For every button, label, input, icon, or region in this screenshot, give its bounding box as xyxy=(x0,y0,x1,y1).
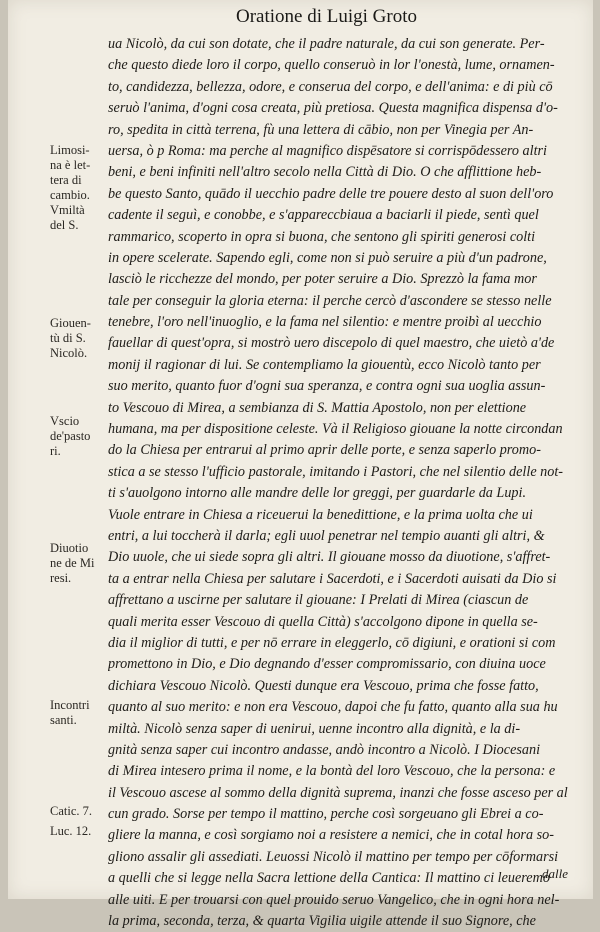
text-line: fauellar di quest'opra, si mostrò uero discepolo di quel maestro, che uietò a'de xyxy=(108,335,555,352)
margin-note xyxy=(50,804,108,819)
margin-note-line: Luc. 12. xyxy=(50,824,92,838)
text-line: miltà. Nicolò senza saper di uenirui, uenne incontro alla dignità, e la di- xyxy=(108,720,521,737)
text-line: to Vescouo di Mirea, a sembianza di S. Mattia Apostolo, non per elettione xyxy=(108,399,527,416)
text-line: cun grado. Sorse per tempo il mattino, perche così sorgeuano gli Ebrei a co- xyxy=(108,806,544,823)
margin-note-line: Catic. 7. xyxy=(50,804,93,818)
margin-note-line: resi. xyxy=(50,571,72,585)
margin-note xyxy=(50,203,108,233)
text-line: seruò l'anima, d'ogni cosa creata, più pretiosa. Questa magnifica dispensa d'o- xyxy=(108,100,558,117)
margin-note-line: Vmiltà xyxy=(50,203,85,217)
text-line: gnità senza saper cui incontro andasse, andò incontro a Nicolò. I Diocesani xyxy=(108,741,541,758)
text-line: uersa, ò p Roma: ma perche al magnifico dispēsatore si corrispōdessero altri xyxy=(108,142,547,159)
text-line: ti s'auolgono intorno alle mandre delle lor greggi, per guardarle da Lupi. xyxy=(108,485,527,502)
margin-note xyxy=(50,698,108,728)
running-header: Oratione di Luigi Groto xyxy=(236,6,417,27)
text-line: monij il ragionar di lui. Se contempliamo la giouentù, ecco Nicolò tanto per xyxy=(108,356,541,373)
book-page xyxy=(8,0,593,930)
text-line: gliere la manna, e così sorgiamo noi a resistere a nemici, che in cotal hora so- xyxy=(108,827,554,844)
margin-note-line: Diuotio xyxy=(50,541,89,555)
text-line: dichiara Vescouo Nicolò. Questi dunque era Vescouo, prima che fosse fatto, xyxy=(108,677,539,694)
text-line: lasciò le ricchezze del mondo, per poter seruire a Dio. Sprezzò la fama mor xyxy=(108,271,537,288)
text-line: Dio uuole, che ui siede sopra gli altri. Il giouane mosso da diuotione, s'affret- xyxy=(108,549,551,566)
text-line: stica a se stesso l'ufficio pastorale, imitando i Pastori, che nel silentio delle not- xyxy=(108,463,564,480)
text-line: do la Chiesa per entrarui al primo aprir delle porte, e senza saperlo promo- xyxy=(108,442,541,459)
margin-note-line: ri. xyxy=(50,444,61,458)
text-line: be questo Santo, quādo il uecchio padre delle tre pouere desto al suon dell'oro xyxy=(108,185,554,202)
margin-note xyxy=(50,316,108,361)
text-line: promettono in Dio, e Dio degnando d'esser compromissario, con diuina uoce xyxy=(108,656,546,673)
text-line: di Mirea intesero prima il nome, e la bontà del loro Vescouo, che la persona: e xyxy=(108,763,556,780)
text-line: a quelli che si legge nella Sacra lettione della Cantica: Il mattino ci leueremo xyxy=(108,870,550,887)
margin-note-line: Incontri xyxy=(50,698,90,712)
margin-note-line: del S. xyxy=(50,218,79,232)
margin-note-line: tera di xyxy=(50,173,82,187)
text-line: ro, spedita in città terrena, fù una lettera di cābio, non per Vinegia per An- xyxy=(108,121,534,138)
text-line: suo merito, quanto fuor d'ogni sua speranza, e contra ogni sua uoglia assun- xyxy=(108,378,546,395)
text-line: ta a entrar nella Chiesa per salutare i Sacerdoti, e i Sacerdoti auisati da Dio si xyxy=(108,570,557,587)
main-text-block xyxy=(108,34,596,932)
margin-note-line: de'pasto xyxy=(50,429,91,443)
text-line: to, candidezza, bellezza, odore, e conserua del corpo, e dell'anima: e di più cō xyxy=(108,78,553,95)
text-line: alle uiti. E per trouarsi con quel prouido seruo Vangelico, che in ogni hora nel- xyxy=(108,891,560,908)
margin-note-line: Nicolò. xyxy=(50,346,88,360)
margin-note-line: tù di S. xyxy=(50,331,86,345)
text-line: la prima, seconda, terza, & quarta Vigilia uigile attende il suo Signore, che xyxy=(108,913,536,930)
margin-note-line: Vscio xyxy=(50,414,80,428)
text-line: il Vescouo ascese al sommo della dignità suprema, inanzi che fosse asceso per al xyxy=(108,784,568,801)
catchword: dalle xyxy=(542,866,568,881)
text-line: gliono assalir gli assediati. Leuossi Nicolò il mattino per tempo per cōformarsi xyxy=(108,848,559,865)
text-line: tale per conseguir la gloria eterna: il perche cercò d'ascondere se stesso nelle xyxy=(108,292,552,309)
text-line: tenebre, l'oro nell'inuoglio, e la fama nel silentio: e mentre proibì al uecchio xyxy=(108,314,542,331)
margin-note-line: cambio. xyxy=(50,188,90,202)
margin-note-line: santi. xyxy=(50,713,77,727)
text-line: entri, a lui toccherà il darla; egli uuol penetrar nel tempio auanti gli altri, & xyxy=(108,527,545,544)
text-line: che questo diede loro il corpo, quello conseruò in lor l'onestà, lume, ornamen- xyxy=(108,57,555,74)
text-line: in opere scelerate. Sapendo egli, come non si può seruire a più d'un padrone, xyxy=(108,249,547,266)
text-line: humana, ma per dispositione celeste. Và il Religioso giouane la notte circondan xyxy=(108,421,563,438)
text-line: ua Nicolò, da cui son dotate, che il padre naturale, da cui son generate. Per- xyxy=(108,36,545,52)
text-line: quali merita esser Vescouo di quella Città) s'accolgono dipone in quella se- xyxy=(108,613,538,630)
text-line: rammarico, scoperto in opra si buona, che sentono gli spiriti generosi colti xyxy=(108,228,536,245)
text-line: Vuole entrare in Chiesa a riceuerui la benedittione, e la prima uolta che ui xyxy=(108,506,533,523)
text-line: beni, e beni infiniti nell'altro secolo nella Città di Dio. O che afflittione heb- xyxy=(108,164,542,181)
text-line: dia il miglior di tutti, e per nō errare in eleggerlo, cō digiuni, e orationi si com xyxy=(108,634,556,651)
text-line: quanto al suo merito: e non era Vescouo, dapoi che fu fatto, quanto alla sua hu xyxy=(108,699,558,716)
margin-note-line: Giouen- xyxy=(50,316,91,330)
text-line: affrettano a uscirne per salutare il giouane: I Prelati di Mirea (ciascun de xyxy=(108,592,529,609)
margin-note xyxy=(50,414,108,459)
margin-note-line: ne de Mi xyxy=(50,556,95,570)
text-line: cadente il seguì, e conobbe, e s'appareccbiaua a baciarli il piede, sentì quel xyxy=(108,207,539,224)
margin-note xyxy=(50,143,108,203)
margin-note-line: Limosi- xyxy=(50,143,90,157)
margin-note xyxy=(50,541,108,586)
margin-note-line: na è let- xyxy=(50,158,91,172)
margin-note xyxy=(50,824,108,839)
